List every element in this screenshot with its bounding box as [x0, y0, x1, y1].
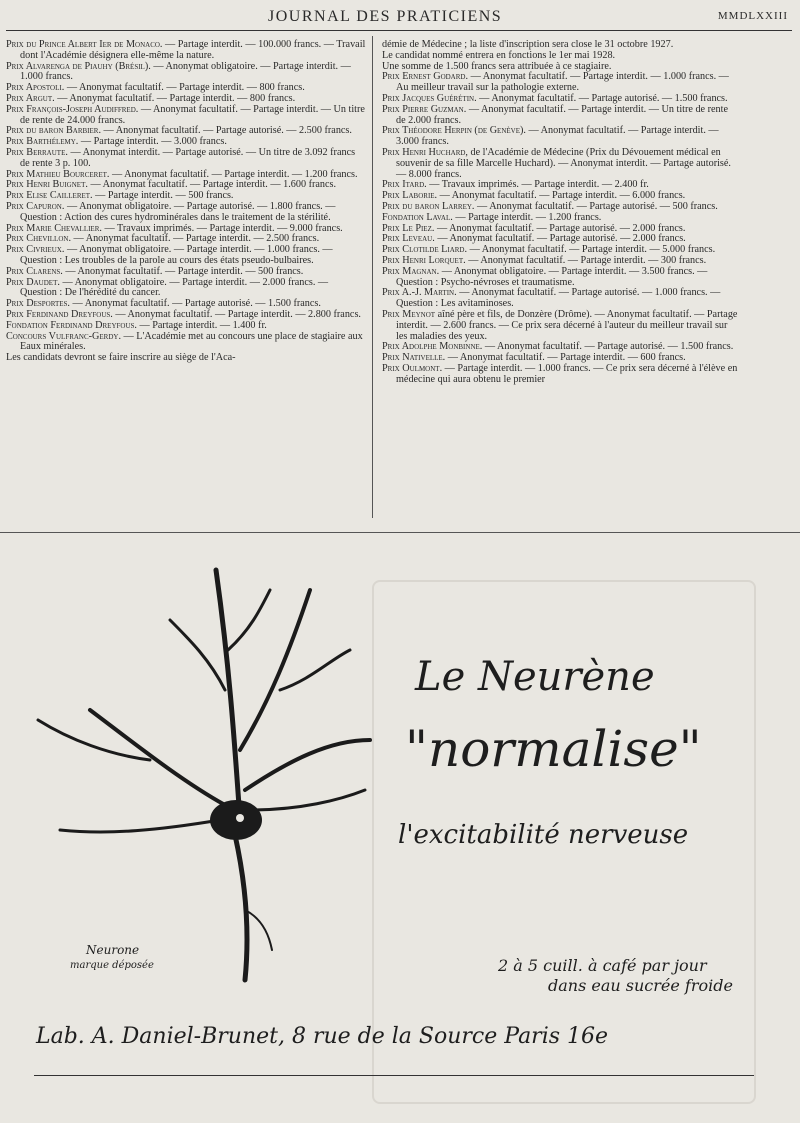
prize-name: Prix Capuron.: [6, 200, 65, 212]
prize-entry: [382, 310, 738, 342]
prize-details: — Anonymat facultatif. — Partage autorisé. — 1.500 francs.: [69, 298, 321, 310]
prize-details: Une somme de 1.500 francs sera attribuée à ce stagiaire.: [382, 60, 612, 72]
prize-details: — Anonymat facultatif. — Partage interdit. — 1.000 francs. — Au meilleur travail sur la pathologie externe.: [396, 71, 729, 94]
prize-name: Prix François-Joseph Audiffred.: [6, 103, 139, 115]
prize-name: Prix Alvarenga de Piauhy (Brésil).: [6, 60, 151, 72]
prize-details: démie de Médecine ; la liste d'inscription sera close le 31 octobre 1927.: [382, 39, 674, 50]
prize-name: Prix Adolphe Monbinne.: [382, 341, 483, 353]
prize-name: Prix Desportes.: [6, 298, 70, 310]
prize-details: — Anonymat facultatif. — Partage interdit. — Un titre de rente de 2.000 francs.: [396, 103, 728, 126]
prize-details: — Anonymat facultatif. — Partage autorisé. — 500 francs.: [474, 200, 718, 212]
prize-name: Prix Apostoli.: [6, 82, 65, 94]
prize-list-left-column: [6, 40, 366, 364]
prize-name: Prix Itard.: [382, 179, 427, 191]
prize-details: — Anonymat facultatif. — Partage interdit. — 600 francs.: [445, 352, 686, 364]
prize-details: — Anonymat facultatif. — Partage autorisé. — 2.000 francs.: [434, 222, 686, 234]
page-header: [0, 6, 800, 30]
prize-entry: [6, 278, 366, 300]
neuron-illustration: [20, 550, 420, 1010]
prize-entry: [382, 148, 738, 180]
prize-details: de l'Académie de Médecine (Prix du Dévouement médical en souvenir de sa fille Marcelle Huchard). — Anonymat interdit. — Partage autorisé. — 8.000 francs.: [396, 146, 731, 180]
prize-details: — Anonymat facultatif. — Partage interdit. — 6.000 francs.: [437, 190, 686, 202]
prize-name: Prix du baron Barbier.: [6, 125, 101, 137]
prize-name: Prix Mathieu Bourceret.: [6, 168, 110, 180]
prize-name: Prix Meynot: [382, 308, 436, 320]
prize-name: Prix Henri Buignet.: [6, 179, 88, 191]
prize-entry: [382, 364, 738, 386]
prize-name: Prix Théodore Herpin (de Genève).: [382, 125, 526, 137]
prize-details: — Anonymat facultatif. — Partage interdit. — 300 francs.: [465, 254, 707, 266]
prize-details: — Anonymat facultatif. — Partage autorisé. — 2.500 francs.: [101, 125, 352, 137]
headline-normalise: "normalise": [405, 720, 702, 778]
prize-details: — Partage interdit. — 1.400 fr.: [136, 319, 267, 331]
prize-name: Prix Nativelle.: [382, 352, 446, 364]
prize-name: Fondation Laval.: [382, 211, 453, 223]
prize-entry: [382, 267, 738, 289]
prize-details: — Partage interdit. — 1.000 francs. — Ce prix sera décerné à l'élève en médecine qui aura obtenu le premier: [396, 362, 738, 385]
prize-details: — Anonymat facultatif. — Partage interdit. — 800 francs.: [64, 82, 305, 94]
prize-name: Prix Clarens.: [6, 265, 63, 277]
prize-entry: [6, 40, 366, 62]
advertisement: [0, 540, 800, 1123]
prize-details: — Anonymat obligatoire. — Partage interdit. — 3.500 francs. — Question : Psycho-névroses et traumatisme.: [396, 265, 708, 288]
prize-name: Prix Clotilde Liard.: [382, 244, 468, 256]
prize-name: Prix Argut.: [6, 92, 55, 104]
prize-details: — Anonymat obligatoire. — Partage interdit. — 2.000 francs. — Question : De l'hérédité du cancer.: [20, 276, 329, 299]
prize-list-right-column: [382, 40, 738, 386]
prize-name: Prix Le Piez.: [382, 222, 435, 234]
dosage-line-1: 2 à 5 cuill. à café par jour: [498, 956, 707, 975]
prize-details: — L'Académie met au concours une place de stagiaire aux Eaux minérales.: [20, 330, 363, 353]
prize-details: — Anonymat facultatif. — Partage interdit. — 500 francs.: [62, 265, 304, 277]
prize-name: Prix A.-J. Martin.: [382, 287, 457, 299]
advertisement-rule: [34, 1075, 754, 1076]
prize-name: Prix Berraute.: [6, 146, 68, 158]
prize-name: Prix Ferdinand Dreyfous.: [6, 308, 113, 320]
laboratory-address: Lab. A. Daniel-Brunet, 8 rue de la Source Paris 16e: [36, 1024, 609, 1049]
prize-name: Prix Magnan.: [382, 265, 440, 277]
prize-details: Les candidats devront se faire inscrire au siège de l'Aca-: [6, 352, 236, 364]
prize-name: Prix Chevillon.: [6, 233, 71, 245]
prize-details: — Anonymat facultatif. — Partage interdit. — 1.200 francs.: [109, 168, 358, 180]
prize-details: — Partage interdit. — 500 francs.: [92, 190, 234, 202]
prize-name: Prix Leveau.: [382, 233, 435, 245]
prize-name: Prix du baron Larrey.: [382, 200, 475, 212]
prize-entry: [6, 332, 366, 354]
headline-excitability: l'excitabilité nerveuse: [398, 820, 689, 850]
prize-name: Concours Vulfranc-Gerdy.: [6, 330, 121, 342]
prize-entry: [382, 72, 738, 94]
figure-caption: Neurone: [86, 943, 140, 957]
prize-details: — Anonymat obligatoire. — Partage interdit. — 1.000 francs. — Question : Les troubles de la parole au cours des états pseudo-bulbaires.: [20, 244, 333, 266]
prize-name: Prix Marie Chevallier.: [6, 222, 102, 234]
prize-name: Prix Henri Huchard,: [382, 146, 468, 158]
prize-name: Prix Daudet.: [6, 276, 60, 288]
header-rule: [6, 30, 792, 31]
prize-details: — Anonymat facultatif. — Partage interdit. — 1.600 francs.: [87, 179, 337, 191]
journal-title: JOURNAL DES PRATICIENS: [268, 8, 503, 25]
prize-details: — Anonymat facultatif. — Partage autorisé. — 2.000 francs.: [434, 233, 686, 245]
prize-details: — Anonymat facultatif. — Partage interdit. — 2.500 francs.: [71, 233, 320, 245]
prize-name: Prix Ernest Godard.: [382, 71, 469, 83]
prize-details: — Partage interdit. — 3.000 francs.: [78, 136, 227, 148]
prize-details: — Partage interdit. — 1.200 francs.: [452, 211, 602, 223]
prize-entry: [382, 105, 738, 127]
prize-details: aîné père et fils, de Donzère (Drôme). — Anonymat facultatif. — Partage interdit. — 2.600 francs. — Ce prix sera décerné à l'auteur du meilleur travail sur les maladies des yeux.: [396, 308, 738, 342]
prize-name: Prix Henri Lorquet.: [382, 254, 466, 266]
prize-name: Prix Oulmont.: [382, 362, 443, 374]
prize-details: Le candidat nommé entrera en fonctions le 1er mai 1928.: [382, 49, 616, 61]
section-rule: [0, 532, 800, 533]
prize-details: — Anonymat obligatoire. — Partage autorisé. — 1.800 francs. — Question : Action des cures hydrominérales dans le traitement de la stérilité.: [20, 200, 336, 223]
prize-details: — Anonymat facultatif. — Partage autorisé. — 1.000 francs. — Question : Les avitaminoses.: [396, 287, 721, 310]
prize-details: — Anonymat facultatif. — Partage autorisé. — 1.500 francs.: [476, 92, 728, 104]
prize-details: — Anonymat facultatif. — Partage interdit. — Un titre de rente de 24.000 francs.: [20, 103, 365, 126]
prize-entry: [382, 288, 738, 310]
prize-name: Prix du Prince Albert Ier de Monaco.: [6, 39, 163, 50]
prize-name: Prix Civrieux.: [6, 244, 65, 256]
prize-entry: [6, 353, 366, 364]
column-divider: [372, 36, 373, 518]
prize-details: — Anonymat obligatoire. — Partage interdit. — 1.000 francs.: [20, 60, 351, 83]
prize-details: — Anonymat facultatif. — Partage interdit. — 800 francs.: [54, 92, 296, 104]
prize-details: — Anonymat facultatif. — Partage interdit. — 5.000 francs.: [467, 244, 716, 256]
page-number: MMDLXXIII: [717, 10, 788, 22]
prize-entry: [6, 62, 366, 84]
prize-details: — Anonymat facultatif. — Partage autorisé. — 1.500 francs.: [482, 341, 734, 353]
prize-details: — Anonymat interdit. — Partage autorisé. — Un titre de 3.092 francs de rente 3 p. 100.: [20, 146, 356, 169]
prize-entry: [6, 105, 366, 127]
prize-name: Prix Jacques Guérétin.: [382, 92, 477, 104]
prize-name: Prix Pierre Guzman.: [382, 103, 467, 115]
prize-entry: [6, 202, 366, 224]
prize-name: Prix Laborie.: [382, 190, 438, 202]
prize-entry: [6, 148, 366, 170]
prize-details: — Anonymat facultatif. — Partage interdit. — 3.000 francs.: [396, 125, 719, 148]
prize-details: — Travaux imprimés. — Partage interdit. — 9.000 francs.: [101, 222, 343, 234]
prize-name: Prix Barthélemy.: [6, 136, 79, 148]
trademark-note: marque déposée: [70, 960, 154, 971]
headline-product-name: Le Neurène: [415, 654, 655, 700]
dosage-line-2: dans eau sucrée froide: [548, 976, 733, 995]
prize-name: Prix Elise Cailleret.: [6, 190, 93, 202]
prize-details: — Partage interdit. — 100.000 francs. — Travail dont l'Académie désignera elle-même la nature.: [20, 39, 366, 61]
prize-entry: [382, 126, 738, 148]
prize-details: — Travaux imprimés. — Partage interdit. — 2.400 fr.: [426, 179, 649, 191]
prize-entry: [6, 245, 366, 267]
prize-details: — Anonymat facultatif. — Partage interdit. — 2.800 francs.: [112, 308, 361, 320]
prize-name: Fondation Ferdinand Dreyfous.: [6, 319, 137, 331]
